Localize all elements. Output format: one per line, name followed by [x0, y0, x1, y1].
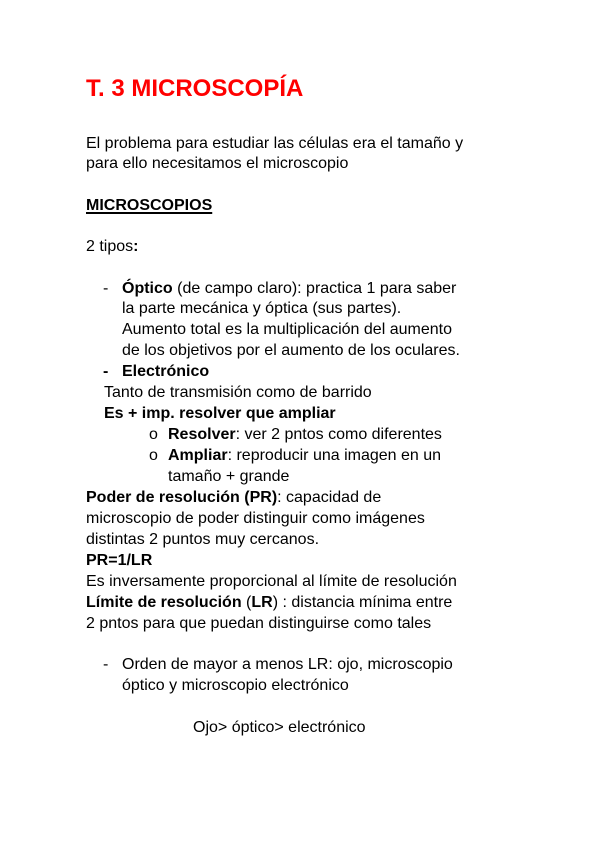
- bullet-dash: -: [103, 363, 109, 380]
- pr-term: Poder de resolución (PR): [86, 489, 278, 506]
- sub-item-rest: : ver 2 pntos como diferentes: [235, 426, 442, 443]
- intro-line-1: El problema para estudiar las células era el tamaño y: [86, 135, 464, 152]
- sub-item-term: Resolver: [168, 426, 236, 443]
- sub-item-resolver: [168, 425, 442, 445]
- optico-term: Óptico: [122, 280, 173, 297]
- types-label-text: 2 tipos: [86, 238, 134, 255]
- lr-line-1-rest: ) : distancia mínima entre: [272, 594, 453, 611]
- bullet-dash: -: [103, 280, 109, 297]
- sub-item-term: Ampliar: [168, 447, 228, 464]
- optico-line-4: de los objetivos por el aumento de los oculares.: [122, 342, 460, 359]
- pr-definition-line-3: distintas 2 puntos muy cercanos.: [86, 531, 320, 548]
- section-heading: MICROSCOPIOS: [86, 197, 213, 214]
- formula: PR=1/LR: [86, 552, 153, 569]
- lr-abbr: LR: [251, 594, 273, 611]
- resolve-vs-amplify: Es + imp. resolver que ampliar: [104, 405, 336, 422]
- electronico-term: Electrónico: [122, 363, 210, 380]
- page-title: T. 3 MICROSCOPÍA: [86, 75, 304, 102]
- lr-definition-line-1: [86, 593, 452, 613]
- order-item-line-1: Orden de mayor a menos LR: ojo, microscopio: [122, 656, 453, 673]
- lr-paren-open: (: [241, 594, 252, 611]
- order-item-line-2: óptico y microscopio electrónico: [122, 677, 349, 694]
- pr-definition-line-1: [86, 488, 381, 508]
- optico-line-2: la parte mecánica y óptica (sus partes).: [122, 300, 402, 317]
- pr-line-1-rest: : capacidad de: [277, 489, 382, 506]
- inverse-statement: Es inversamente proporcional al límite de resolución: [86, 573, 457, 590]
- types-label-colon: :: [133, 238, 139, 255]
- bullet-circle: o: [149, 447, 158, 464]
- summary: Ojo> óptico> electrónico: [193, 719, 366, 736]
- electronico-line-1: Tanto de transmisión como de barrido: [104, 384, 372, 401]
- sub-item-rest: : reproducir una imagen en un: [227, 447, 442, 464]
- bullet-dash: -: [103, 656, 109, 673]
- pr-definition-line-2: microscopio de poder distinguir como imágenes: [86, 510, 425, 527]
- types-label: [86, 237, 138, 257]
- sub-item-ampliar-continuation: tamaño + grande: [168, 468, 290, 485]
- optico-line-1-rest: (de campo claro): practica 1 para saber: [172, 280, 457, 297]
- optico-line-1: [122, 279, 456, 299]
- optico-line-3: Aumento total es la multiplicación del aumento: [122, 321, 452, 338]
- bullet-circle: o: [149, 426, 158, 443]
- lr-definition-line-2: 2 pntos para que puedan distinguirse como tales: [86, 615, 432, 632]
- sub-item-ampliar: [168, 446, 441, 466]
- intro-line-2: para ello necesitamos el microscopio: [86, 155, 349, 172]
- lr-term: Límite de resolución: [86, 594, 242, 611]
